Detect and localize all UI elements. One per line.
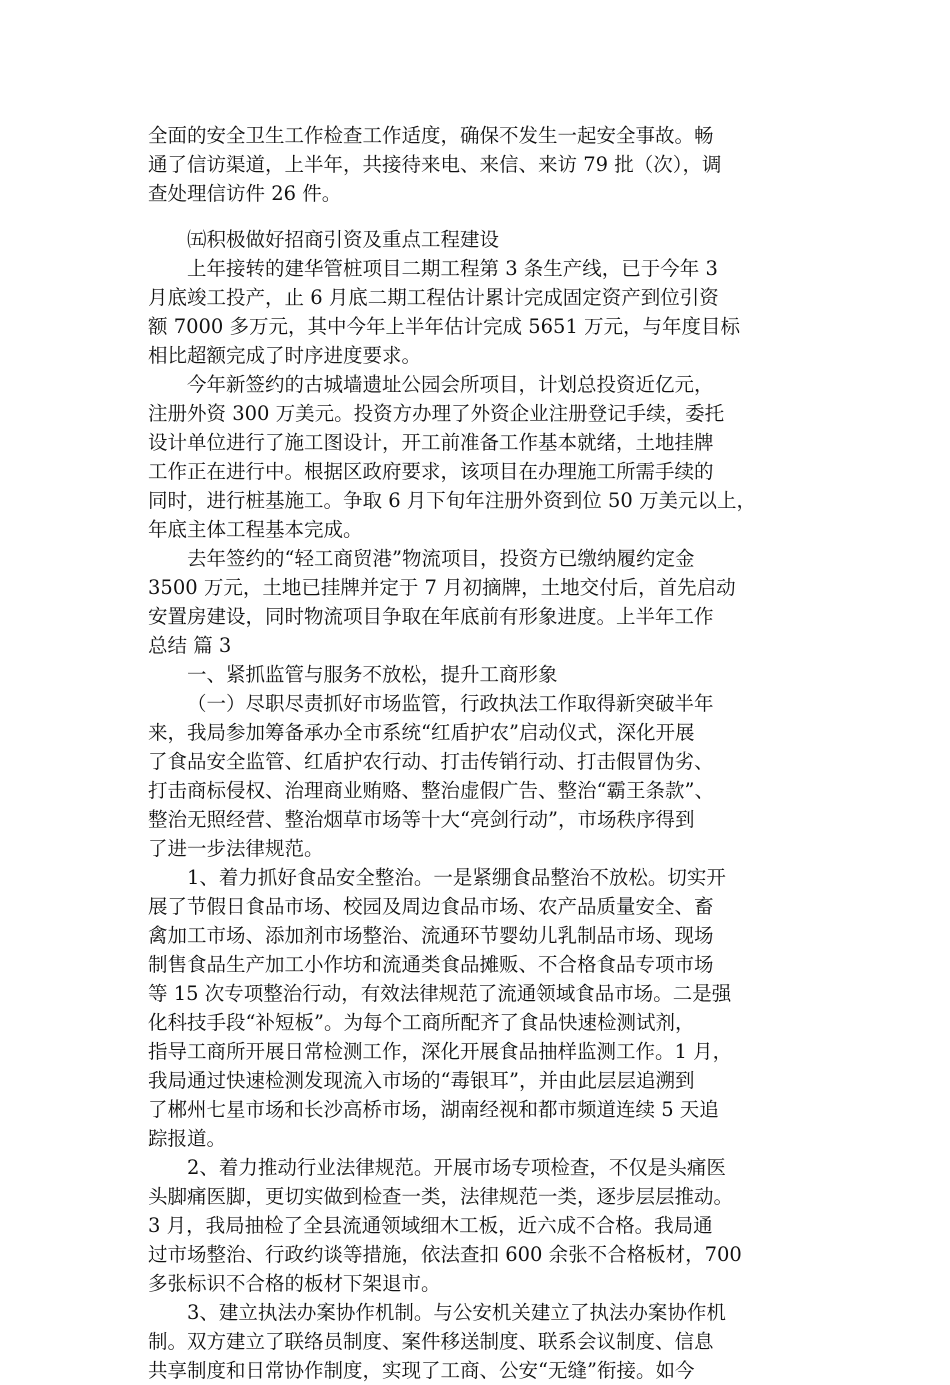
text-line: 月底竣工投产，止 6 月底二期工程估计累计完成固定资产到位引资 bbox=[148, 286, 719, 309]
paragraph-item-1 bbox=[148, 863, 808, 1153]
text-line: 多张标识不合格的板材下架退市。 bbox=[148, 1272, 441, 1295]
paragraph-item-2 bbox=[148, 1153, 808, 1298]
text-line: 头脚痛医脚，更切实做到检查一类，法律规范一类，逐步层层推动。 bbox=[148, 1185, 734, 1208]
text-line: 来，我局参加筹备承办全市系统“红盾护农”启动仪式，深化开展 bbox=[148, 721, 695, 744]
text-line: 指导工商所开展日常检测工作，深化开展食品抽样监测工作。1 月， bbox=[148, 1040, 733, 1063]
top-paragraph bbox=[148, 121, 808, 208]
text-line: 了进一步法律规范。 bbox=[148, 837, 324, 860]
text-line: 全面的安全卫生工作检查工作适度，确保不发生一起安全事故。畅 bbox=[148, 124, 714, 147]
text-line: 打击商标侵权、治理商业贿赂、整治虚假广告、整治“霸王条款”、 bbox=[148, 779, 714, 802]
text-line: 安置房建设，同时物流项目争取在年底前有形象进度。上半年工作 bbox=[148, 605, 714, 628]
text-line: 3500 万元，土地已挂牌并定于 7 月初摘牌，土地交付后，首先启动 bbox=[148, 576, 736, 599]
text-line: 今年新签约的古城墙遗址公园会所项目，计划总投资近亿元， bbox=[187, 373, 714, 396]
paragraph-gucheng bbox=[148, 370, 808, 544]
text-line: 通了信访渠道，上半年，共接待来电、来信、来访 79 批（次），调 bbox=[148, 153, 722, 176]
text-line: 1、着力抓好食品安全整治。一是紧绷食品整治不放松。切实开 bbox=[187, 866, 726, 889]
text-line: 3 月，我局抽检了全县流通领域细木工板，近六成不合格。我局通 bbox=[148, 1214, 713, 1237]
text-line: 等 15 次专项整治行动，有效法律规范了流通领域食品市场。二是强 bbox=[148, 982, 732, 1005]
text-line: 了郴州七星市场和长沙高桥市场，湖南经视和都市频道连续 5 天追 bbox=[148, 1098, 719, 1121]
text-line: 额 7000 多万元，其中今年上半年估计完成 5651 万元，与年度目标 bbox=[148, 315, 741, 338]
main-body bbox=[148, 225, 808, 1385]
paragraph-qinggong bbox=[148, 544, 808, 660]
text-line: 工作正在进行中。根据区政府要求，该项目在办理施工所需手续的 bbox=[148, 460, 714, 483]
text-line: 一、紧抓监管与服务不放松，提升工商形象 bbox=[187, 663, 558, 686]
text-line: 同时，进行桩基施工。争取 6 月下旬年注册外资到位 50 万美元以上， bbox=[148, 489, 757, 512]
text-line: （一）尽职尽责抓好市场监管，行政执法工作取得新突破半年 bbox=[187, 692, 714, 715]
text-line: 整治无照经营、整治烟草市场等十大“亮剑行动”，市场秩序得到 bbox=[148, 808, 695, 831]
heading-section-1 bbox=[148, 660, 808, 689]
text-line: 展了节假日食品市场、校园及周边食品市场、农产品质量安全、畜 bbox=[148, 895, 714, 918]
text-line: 去年签约的“轻工商贸港”物流项目，投资方已缴纳履约定金 bbox=[187, 547, 695, 570]
paragraph-jianhua bbox=[148, 254, 808, 370]
text-line: 上年接转的建华管桩项目二期工程第 3 条生产线，已于今年 3 bbox=[187, 257, 718, 280]
text-line: 年底主体工程基本完成。 bbox=[148, 518, 363, 541]
paragraph-sub-1 bbox=[148, 689, 808, 863]
text-line: 3、建立执法办案协作机制。与公安机关建立了执法办案协作机 bbox=[187, 1301, 726, 1324]
section-heading: ㈤积极做好招商引资及重点工程建设 bbox=[187, 228, 500, 251]
paragraph-item-3 bbox=[148, 1298, 808, 1385]
text-line: 过市场整治、行政约谈等措施，依法查扣 600 余张不合格板材，700 bbox=[148, 1243, 742, 1266]
text-line: 制。双方建立了联络员制度、案件移送制度、联系会议制度、信息 bbox=[148, 1330, 714, 1353]
text-line: 注册外资 300 万美元。投资方办理了外资企业注册登记手续，委托 bbox=[148, 402, 725, 425]
text-line: 了食品安全监管、红盾护农行动、打击传销行动、打击假冒伪劣、 bbox=[148, 750, 714, 773]
text-line: 设计单位进行了施工图设计，开工前准备工作基本就绪，土地挂牌 bbox=[148, 431, 714, 454]
text-line: 制售食品生产加工小作坊和流通类食品摊贩、不合格食品专项市场 bbox=[148, 953, 714, 976]
text-line: 共享制度和日常协作制度，实现了工商、公安“无缝”衔接。如今 bbox=[148, 1359, 695, 1382]
text-line: 2、着力推动行业法律规范。开展市场专项检查，不仅是头痛医 bbox=[187, 1156, 726, 1179]
text-line: 相比超额完成了时序进度要求。 bbox=[148, 344, 422, 367]
text-line: 查处理信访件 26 件。 bbox=[148, 182, 342, 205]
text-line: 化科技手段“补短板”。为每个工商所配齐了食品快速检测试剂， bbox=[148, 1011, 695, 1034]
text-line: 总结 篇 3 bbox=[148, 634, 232, 657]
text-line: 我局通过快速检测发现流入市场的“毒银耳”，并由此层层追溯到 bbox=[148, 1069, 695, 1092]
text-line: 禽加工市场、添加剂市场整治、流通环节婴幼儿乳制品市场、现场 bbox=[148, 924, 714, 947]
text-line: 踪报道。 bbox=[148, 1127, 227, 1150]
